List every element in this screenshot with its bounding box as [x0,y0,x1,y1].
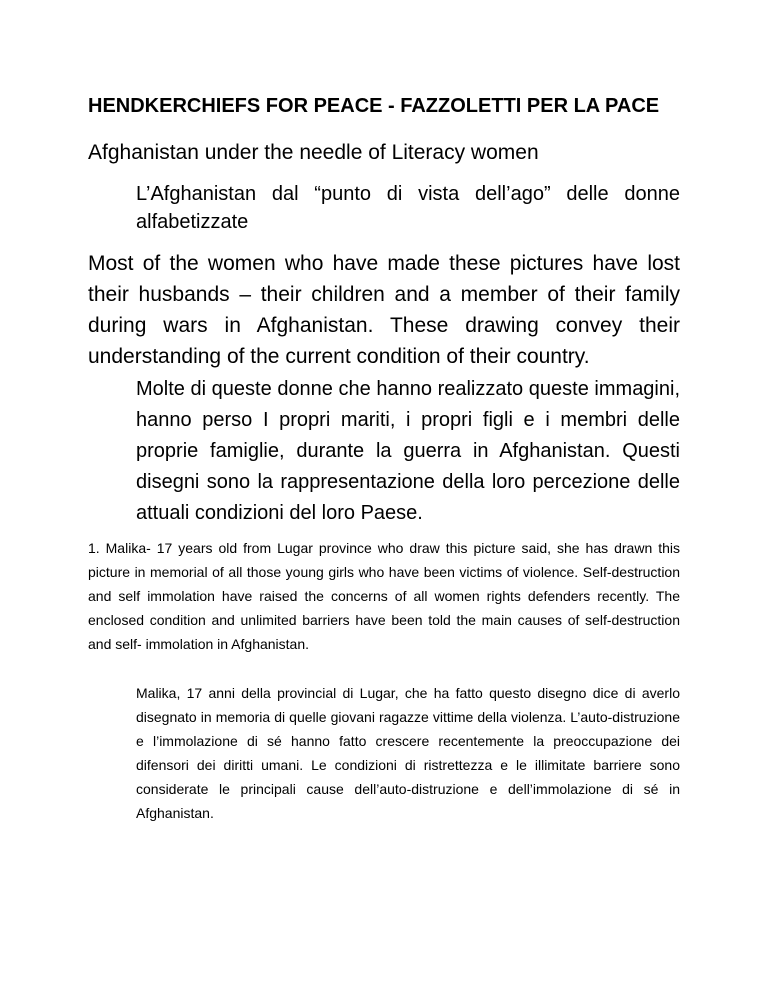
subtitle-italian: L’Afghanistan dal “punto di vista dell’ago” delle donne alfabetizzate [136,183,680,233]
document-title: HENDKERCHIEFS FOR PEACE - FAZZOLETTI PER LA PACE [88,95,660,117]
item-1-paragraph-english: 1. Malika- 17 years old from Lugar province who draw this picture said, she has drawn this picture in memorial of all those young girls who have been victims of violence. Self-destruction and self immolation have raised the concerns of all women rights defenders recently. The enclosed condition and unlimited barriers have been told the main causes of self-destruction and self- immolation in Afghanistan. [88,540,680,652]
item-1-paragraph-italian: Malika, 17 anni della provincial di Lugar, che ha fatto questo disegno dice di averlo disegnato in memoria di quelle giovani ragazze vittime della violenza. L’auto-distruzione e l’immolazione di sé hanno fatto crescere recentemente la preoccupazione dei difensori dei diritti umani. Le condizioni di ristrettezza e le illimitate barriere sono considerate le principali cause dell’auto-distruzione e dell’immolazione di sé in Afghanistan. [136,685,680,821]
intro-paragraph-english: Most of the women who have made these pictures have lost their husbands – their children and a member of their family during wars in Afghanistan. These drawing convey their understanding of the current condition of their country. [88,252,680,368]
subtitle-english: Afghanistan under the needle of Literacy women [88,141,539,164]
intro-paragraph-italian: Molte di queste donne che hanno realizzato queste immagini, hanno perso I propri mariti, i propri figli e i membri delle proprie famiglie, durante la guerra in Afghanistan. Questi disegni sono la rappresentazione della loro percezione delle attuali condizioni del loro Paese. [136,378,680,524]
